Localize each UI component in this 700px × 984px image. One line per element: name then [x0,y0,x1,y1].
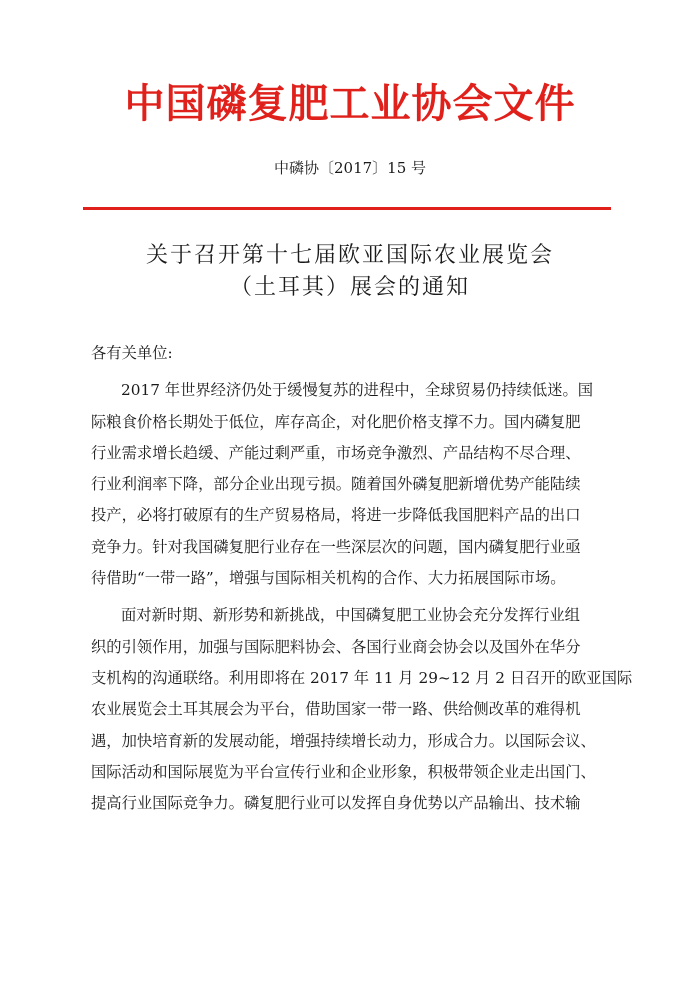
paragraph-2-line: 提高行业国际竞争力。磷复肥行业可以发挥自身优势以产品输出、技术输 [91,794,581,813]
paragraph-2 [91,600,633,819]
paragraph-1-line: 行业需求增长趋缓、产能过剩严重，市场竞争激烈、产品结构不尽合理、 [91,443,581,462]
masthead-title: 中国磷复肥工业协会文件 [124,80,576,127]
paragraph-1-line: 2017 年世界经济仍处于缓慢复苏的进程中，全球贸易仍持续低迷。国 [121,381,594,400]
paragraph-2-line: 面对新时期、新形势和新挑战，中国磷复肥工业协会充分发挥行业组 [121,606,580,625]
paragraph-2-line: 支机构的沟通联络。利用即将在 2017 年 11 月 29~12 月 2 日召开的欧亚国际 [91,668,633,687]
paragraph-1-line: 投产，必将打破原有的生产贸易格局，将进一步降低我国肥料产品的出口 [91,506,581,525]
body-text [91,338,633,819]
paragraph-2-line: 国际活动和国际展览为平台宣传行业和企业形象，积极带领企业走出国门、 [91,762,596,781]
red-divider-line [83,207,611,210]
paragraph-2-line: 遇，加快培育新的发展动能，增强持续增长动力，形成合力。以国际会议、 [91,731,596,750]
paragraph-1 [91,375,621,594]
paragraph-1-line: 待借助“一带一路”，增强与国际相关机构的合作、大力拓展国际市场。 [91,569,566,588]
paragraph-2-line: 农业展览会土耳其展会为平台，借助国家一带一路、供给侧改革的难得机 [91,700,581,719]
salutation: 各有关单位: [91,344,173,362]
paragraph-1-line: 际粮食价格长期处于低位，库存高企，对化肥价格支撑不力。国内磷复肥 [91,412,581,431]
notice-title-line-2: （土耳其）展会的通知 [229,275,470,300]
document-number: 中磷协〔2017〕15 号 [273,159,427,177]
paragraph-2-line: 织的引领作用，加强与国际肥料协会、各国行业商会协会以及国外在华分 [91,637,581,656]
paragraph-1-line: 竞争力。针对我国磷复肥行业存在一些深层次的问题，国内磷复肥行业亟 [91,537,581,556]
notice-title-line-1: 关于召开第十七届欧亚国际农业展览会 [145,243,554,268]
paragraph-1-line: 行业利润率下降，部分企业出现亏损。随着国外磷复肥新增优势产能陆续 [91,475,581,494]
notice-title [0,240,700,304]
